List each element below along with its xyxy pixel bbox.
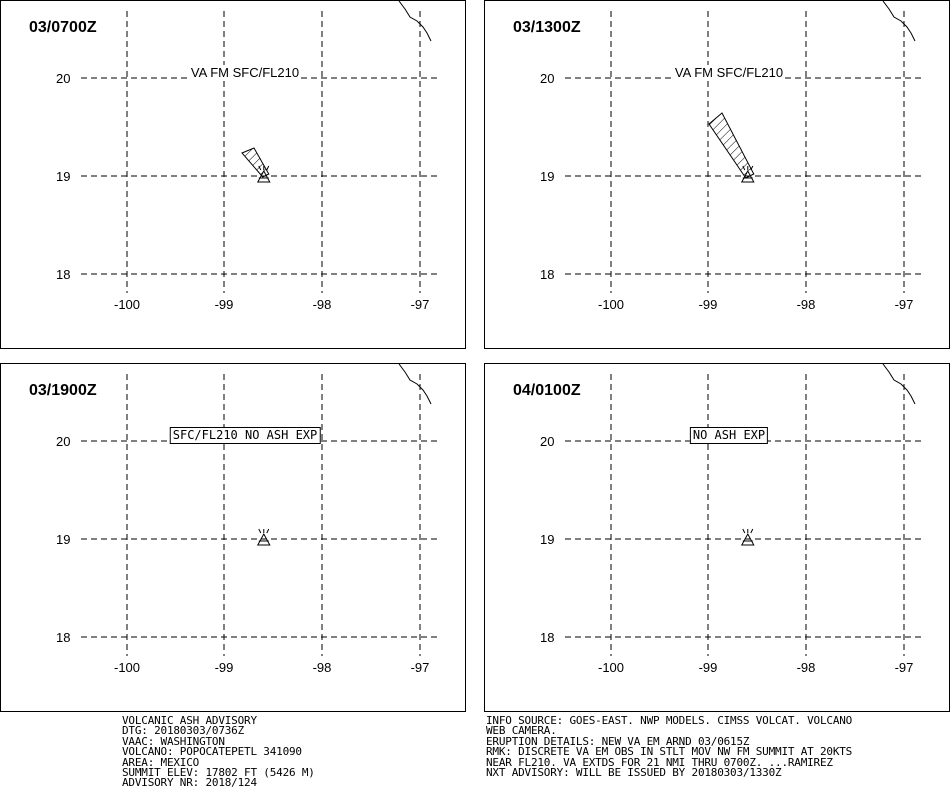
lat-label-20: 20 — [56, 434, 71, 449]
graticule — [565, 11, 925, 293]
lat-label-20: 20 — [540, 434, 555, 449]
coastline — [883, 364, 915, 404]
advisory-line: SUMMIT ELEV: 17802 FT (5426 M) — [122, 765, 315, 779]
panel-ash-label: VA FM SFC/FL210 — [674, 65, 784, 80]
lat-label-19: 19 — [56, 169, 71, 184]
forecast-panel-3 — [0, 363, 466, 712]
advisory-line: VOLCANIC ASH ADVISORY — [122, 714, 257, 727]
advisory-info-left — [122, 716, 315, 789]
advisory-line: DTG: 20180303/0736Z — [122, 724, 245, 738]
lon-label--98: -98 — [796, 660, 816, 675]
lon-label--97: -97 — [894, 297, 914, 312]
forecast-panel-4 — [484, 363, 950, 712]
graticule — [81, 11, 441, 293]
advisory-line: ERUPTION DETAILS: NEW VA EM ARND 03/0615Z — [486, 734, 750, 748]
lon-label--97: -97 — [410, 660, 430, 675]
advisory-line: RMK: DISCRETE VA EM OBS IN STLT MOV NW FM SUMMIT AT 20KTS — [486, 745, 853, 759]
lon-label--97: -97 — [894, 660, 914, 675]
lon-label--98: -98 — [312, 660, 332, 675]
lon-label--100: -100 — [113, 660, 141, 675]
lon-label--100: -100 — [597, 297, 625, 312]
panel-time: 03/0700Z — [29, 19, 97, 36]
coastline — [399, 1, 431, 41]
map-svg — [1, 1, 466, 349]
lat-label-20: 20 — [56, 71, 71, 86]
advisory-line: NEAR FL210. VA EXTDS FOR 21 NMI THRU 0700Z. ...RAMIREZ — [486, 755, 833, 769]
lon-label--98: -98 — [312, 297, 332, 312]
advisory-line: WEB CAMERA. — [486, 724, 557, 738]
coastline — [399, 364, 431, 404]
advisory-line: INFO SOURCE: GOES-EAST. NWP MODELS. CIMSS VOLCAT. VOLCANO — [486, 714, 853, 727]
lat-label-20: 20 — [540, 71, 555, 86]
panel-ash-label: NO ASH EXP — [690, 427, 768, 444]
advisory-line: NXT ADVISORY: WILL BE ISSUED BY 20180303/1330Z — [486, 765, 782, 779]
map-svg — [485, 364, 950, 712]
advisory-info-right — [486, 716, 852, 778]
advisory-line: ADVISORY NR: 2018/124 — [122, 776, 257, 790]
lon-label--100: -100 — [113, 297, 141, 312]
lon-label--99: -99 — [698, 660, 718, 675]
panel-time: 03/1900Z — [29, 382, 97, 399]
volcano-icon — [258, 529, 270, 545]
lon-label--98: -98 — [796, 297, 816, 312]
panel-ash-label: VA FM SFC/FL210 — [190, 65, 300, 80]
lat-label-18: 18 — [540, 267, 555, 282]
ash-plume-area — [709, 113, 754, 178]
lon-label--99: -99 — [214, 660, 234, 675]
volcano-icon — [742, 529, 754, 545]
graticule — [81, 374, 441, 656]
lat-label-18: 18 — [540, 630, 555, 645]
lat-label-18: 18 — [56, 630, 71, 645]
forecast-panel-2 — [484, 0, 950, 349]
forecast-panel-1 — [0, 0, 466, 349]
advisory-line: VAAC: WASHINGTON — [122, 734, 225, 748]
map-svg — [485, 1, 950, 349]
lon-label--97: -97 — [410, 297, 430, 312]
panel-time: 03/1300Z — [513, 19, 581, 36]
graticule — [565, 374, 925, 656]
lat-label-19: 19 — [540, 532, 555, 547]
lon-label--99: -99 — [698, 297, 718, 312]
lat-label-19: 19 — [540, 169, 555, 184]
advisory-line: VOLCANO: POPOCATEPETL 341090 — [122, 745, 302, 759]
panel-time: 04/0100Z — [513, 382, 581, 399]
coastline — [883, 1, 915, 41]
lon-label--100: -100 — [597, 660, 625, 675]
advisory-line: AREA: MEXICO — [122, 755, 200, 769]
map-svg — [1, 364, 466, 712]
lon-label--99: -99 — [214, 297, 234, 312]
panel-ash-label: SFC/FL210 NO ASH EXP — [170, 427, 321, 444]
lat-label-19: 19 — [56, 532, 71, 547]
lat-label-18: 18 — [56, 267, 71, 282]
